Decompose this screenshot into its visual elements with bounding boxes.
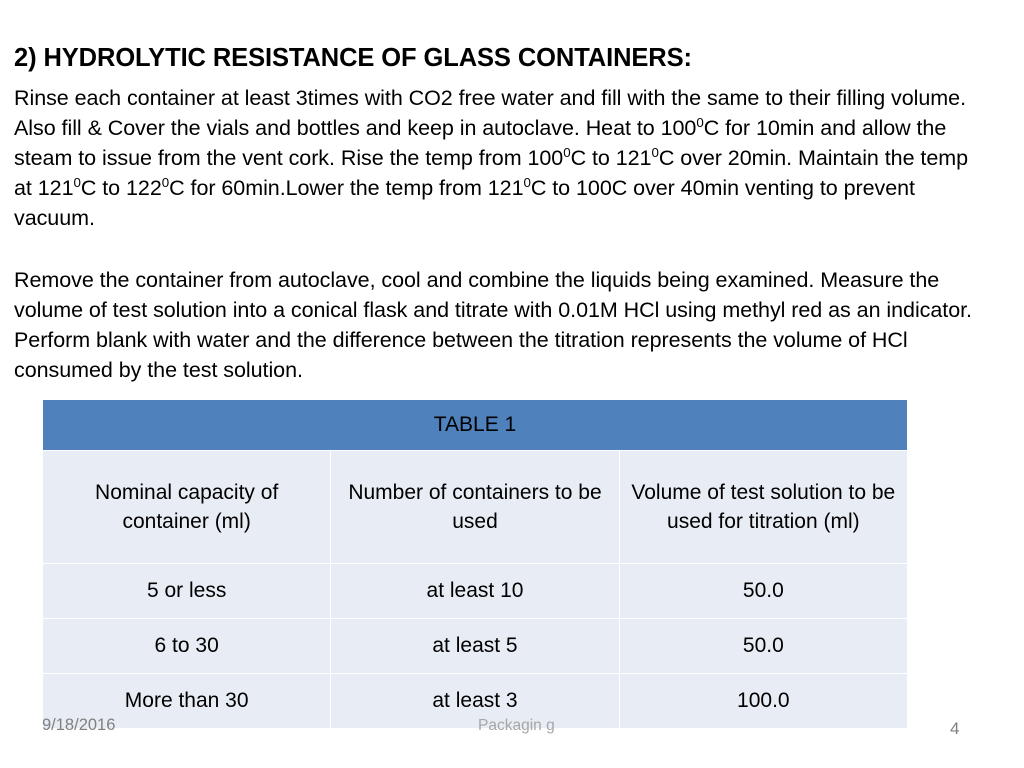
table-caption: TABLE 1 — [43, 400, 908, 451]
table-row — [43, 674, 908, 729]
paragraph-procedure-1: Rinse each container at least 3times with CO2 free water and fill with the same to their filling volume. Also fill & Cover the vials and bottles and keep in autoclave. Heat to $100^0C$ for 10min and allow the steam to issue from the vent cork. Rise the temp from $100^0C$ to $121^0C$ over 20min. Maintain the temp at $121^0C$ to $122^0C$ for 60min.Lower the temp from $121^0C$ to 100C over 40min venting to prevent vacuum. — [14, 86, 969, 230]
page-title: 2) HYDROLYTIC RESISTANCE OF GLASS CONTAINERS: — [14, 44, 692, 72]
footer-date: 9/18/2016 — [42, 716, 116, 734]
table-header-row — [43, 451, 908, 564]
table-cell-0-2: 50.0 — [619, 564, 907, 619]
table-cell-2-0: More than 30 — [43, 674, 331, 729]
table-row — [43, 564, 908, 619]
table-header-cell-1: Number of containers to be used — [331, 451, 619, 564]
table-header-cell-2: Volume of test solution to be used for titration (ml) — [619, 451, 907, 564]
table-cell-1-0: 6 to 30 — [43, 619, 331, 674]
table-1 — [42, 399, 908, 729]
paragraph-procedure-2: Remove the container from autoclave, cool and combine the liquids being examined. Measure the volume of test solution into a conical flask and titrate with 0.01M HCl using methyl red as an indicator. Perform blank with water and the difference between the titration represents the volume of HCl consumed by the test solution. — [14, 268, 972, 382]
table-cell-2-1: at least 3 — [331, 674, 619, 729]
table-1-container — [42, 399, 908, 729]
table-cell-1-1: at least 5 — [331, 619, 619, 674]
table-cell-2-2: 100.0 — [619, 674, 907, 729]
table-caption-row — [43, 400, 908, 451]
footer-page-number: 4 — [950, 719, 960, 738]
table-row — [43, 619, 908, 674]
table-header-cell-0: Nominal capacity of container (ml) — [43, 451, 331, 564]
footer-label: Packagin g — [478, 717, 555, 734]
table-cell-0-1: at least 10 — [331, 564, 619, 619]
table-cell-1-2: 50.0 — [619, 619, 907, 674]
table-cell-0-0: 5 or less — [43, 564, 331, 619]
